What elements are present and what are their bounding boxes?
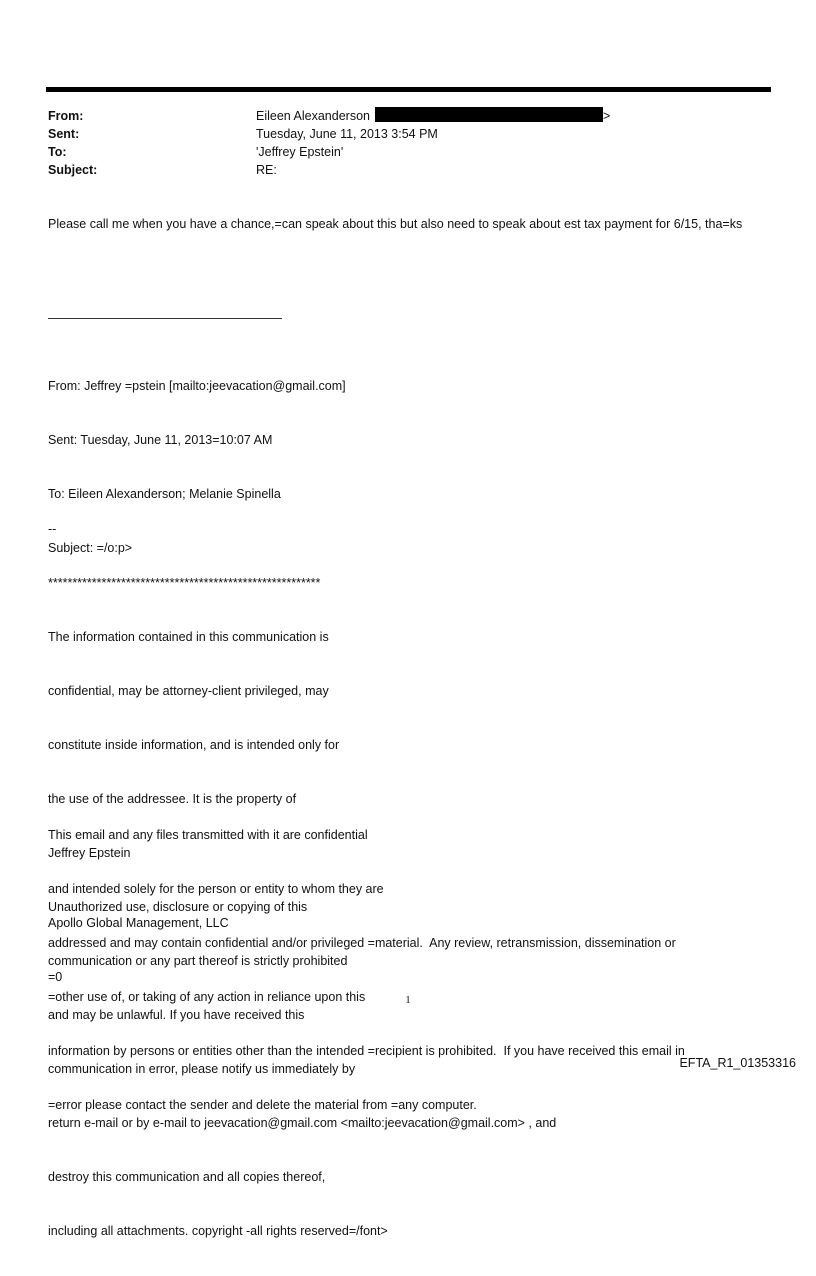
sent-label: Sent: bbox=[48, 127, 80, 141]
subject-label: Subject: bbox=[48, 163, 98, 177]
notice-line: communication or any part thereof is strictly prohibited bbox=[48, 954, 348, 968]
company-name: Apollo Global Management, LLC bbox=[48, 916, 229, 930]
redaction-bar bbox=[375, 107, 603, 122]
notice-line: constitute inside information, and is intended only for bbox=[48, 738, 340, 752]
disclaimer-line: =error please contact the sender and delete the material from =any computer. bbox=[48, 1098, 477, 1112]
to-label: To: bbox=[48, 145, 67, 159]
separator-rule bbox=[48, 318, 282, 319]
notice-line: the use of the addressee. It is the property of bbox=[48, 792, 297, 806]
forwarded-sent: Sent: Tuesday, June 11, 2013=10:07 AM bbox=[48, 433, 273, 447]
sent-row bbox=[48, 125, 768, 143]
signature-dash: -- bbox=[48, 522, 57, 536]
notice-line: destroy this communication and all copies thereof, bbox=[48, 1170, 326, 1184]
forwarded-to: To: Eileen Alexanderson; Melanie Spinella bbox=[48, 487, 281, 501]
subject-value: RE: bbox=[256, 163, 277, 177]
to-row bbox=[48, 143, 768, 161]
notice-line: including all attachments. copyright -all rights reserved=/font> bbox=[48, 1224, 388, 1238]
from-row bbox=[48, 107, 768, 125]
notice-line: confidential, may be attorney-client privileged, may bbox=[48, 684, 329, 698]
to-value: 'Jeffrey Epstein' bbox=[256, 145, 344, 159]
subject-row bbox=[48, 161, 768, 179]
message-body: Please call me when you have a chance,=can speak about this but also need to speak about est tax payment for 6/15, tha=ks bbox=[48, 217, 743, 231]
forwarded-subject: Subject: =/o:p> bbox=[48, 541, 133, 555]
notice-line: The information contained in this communication is bbox=[48, 630, 329, 644]
from-label: From: bbox=[48, 109, 84, 123]
trailer-text: =0 bbox=[48, 970, 63, 984]
header-rule bbox=[46, 87, 771, 92]
asterisk-line: ******************************************************** bbox=[48, 576, 321, 590]
sent-value: Tuesday, June 11, 2013 3:54 PM bbox=[256, 127, 438, 141]
notice-line: and may be unlawful. If you have received this bbox=[48, 1008, 305, 1022]
disclaimer-line: and intended solely for the person or entity to whom they are bbox=[48, 882, 384, 896]
email-close-bracket: > bbox=[602, 109, 611, 123]
page-number: 1 bbox=[405, 994, 411, 1006]
forwarded-from: From: Jeffrey =pstein [mailto:jeevacation@gmail.com] bbox=[48, 379, 346, 393]
bates-number: EFTA_R1_01353316 bbox=[679, 1056, 796, 1070]
disclaimer-line: addressed and may contain confidential and/or privileged =material. Any review, retransmission, dissemination or bbox=[48, 936, 676, 950]
notice-line: Jeffrey Epstein bbox=[48, 846, 131, 860]
disclaimer-line: information by persons or entities other than the intended =recipient is prohibited. If you have received this email in bbox=[48, 1044, 685, 1058]
disclaimer-line: This email and any files transmitted with it are confidential bbox=[48, 828, 368, 842]
sender-name: Eileen Alexanderson bbox=[256, 109, 370, 123]
from-value bbox=[256, 107, 610, 125]
notice-line: Unauthorized use, disclosure or copying of this bbox=[48, 900, 308, 914]
notice-line: return e-mail or by e-mail to jeevacation@gmail.com <mailto:jeevacation@gmail.com> , and bbox=[48, 1116, 557, 1130]
disclaimer-line: =other use of, or taking of any action in reliance upon this bbox=[48, 990, 366, 1004]
notice-line: communication in error, please notify us immediately by bbox=[48, 1062, 356, 1076]
